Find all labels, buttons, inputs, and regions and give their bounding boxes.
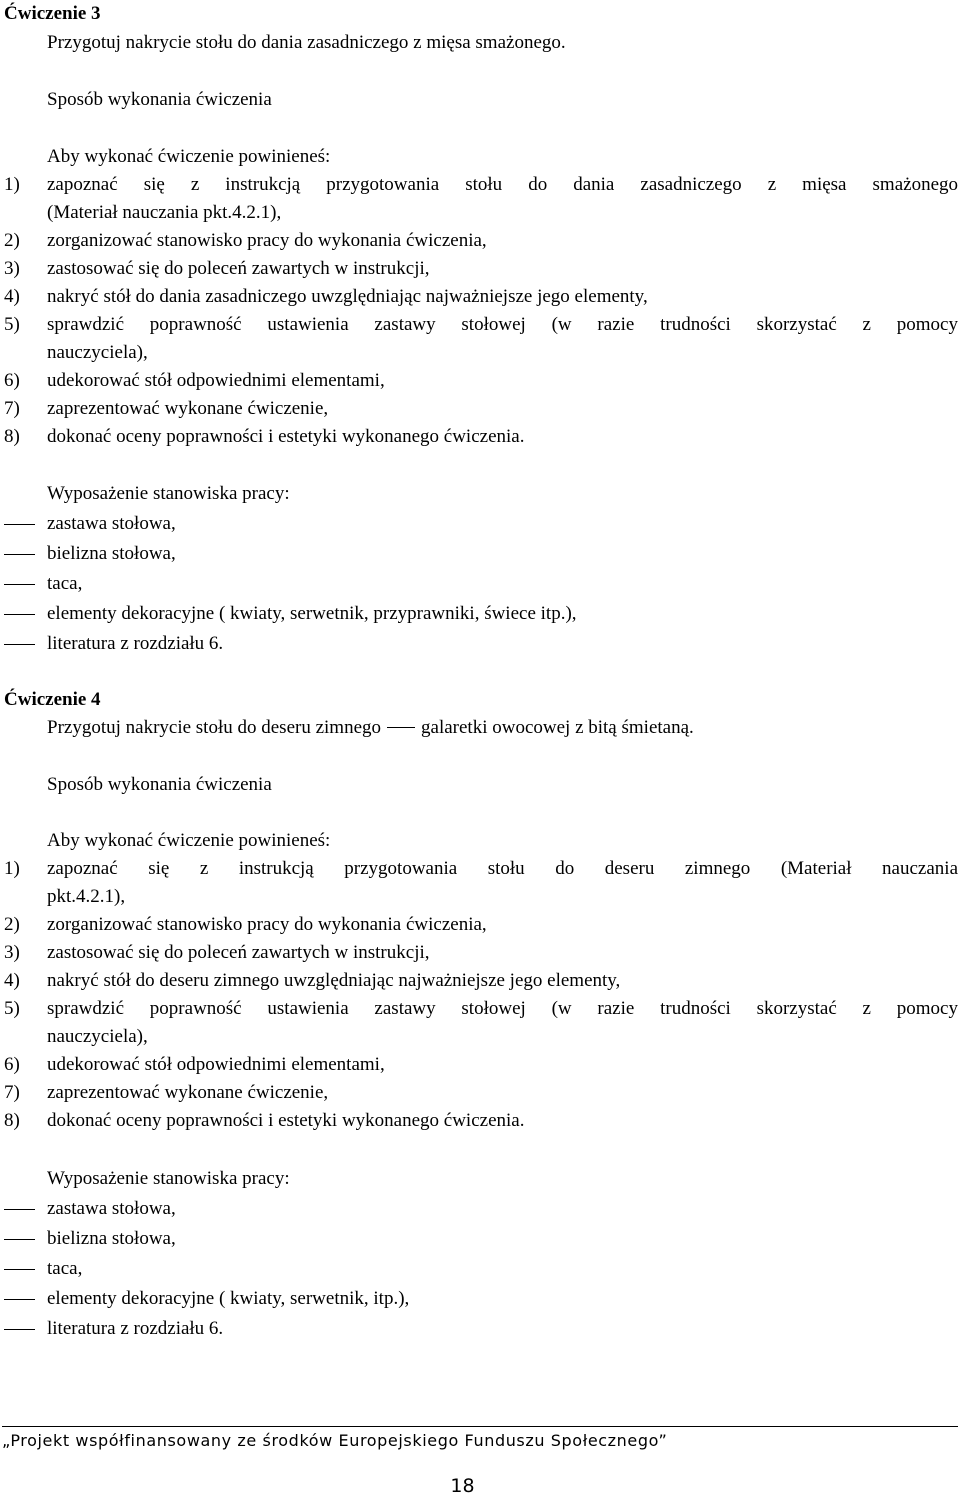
equipment-label: zastawa stołowa, (47, 1198, 176, 1219)
step-text-continuation: (Materiał nauczania pkt.4.2.1), (47, 202, 282, 223)
step-number: 1) (4, 174, 20, 195)
step-text: zastosować się do poleceń zawartych w instrukcji, (47, 258, 430, 279)
step-text-continuation: pkt.4.2.1), (47, 886, 126, 907)
step-number: 6) (4, 370, 20, 391)
dash-bullet (4, 614, 35, 615)
exercise-4-intro (47, 716, 960, 740)
exercise-4-should-intro: Aby wykonać ćwiczenie powinieneś: (47, 830, 331, 851)
step-text: nakryć stół do dania zasadniczego uwzględniając najważniejsze jego elementy, (47, 286, 648, 307)
step-text: sprawdzić poprawność ustawienia zastawy stołowej (w razie trudności skorzystać z pomocy (47, 998, 958, 1019)
dash-bullet (4, 1239, 35, 1240)
exercise-4-equipment-title: Wyposażenie stanowiska pracy: (47, 1168, 290, 1189)
step-number: 1) (4, 858, 20, 879)
step-number: 6) (4, 1054, 20, 1075)
dash-bullet (4, 554, 35, 555)
step-number: 3) (4, 258, 20, 279)
step-text: zorganizować stanowisko pracy do wykonania ćwiczenia, (47, 914, 487, 935)
dash-bullet (4, 524, 35, 525)
equipment-label: elementy dekoracyjne ( kwiaty, serwetnik, przyprawniki, świece itp.), (47, 603, 577, 624)
step-number: 4) (4, 970, 20, 991)
step-text: zaprezentować wykonane ćwiczenie, (47, 1082, 329, 1103)
exercise-4-method-title: Sposób wykonania ćwiczenia (47, 774, 272, 795)
step-text-continuation: nauczyciela), (47, 342, 148, 363)
step-text: dokonać oceny poprawności i estetyki wykonanego ćwiczenia. (47, 426, 525, 447)
exercise-4-intro-part-b: galaretki owocowej z bitą śmietaną. (421, 717, 694, 738)
step-text-continuation: nauczyciela), (47, 1026, 148, 1047)
dash-bullet (4, 1269, 35, 1270)
step-text: nakryć stół do deseru zimnego uwzględniając najważniejsze jego elementy, (47, 970, 621, 991)
step-text: zastosować się do poleceń zawartych w instrukcji, (47, 942, 430, 963)
inline-dash (387, 727, 415, 728)
equipment-label: zastawa stołowa, (47, 513, 176, 534)
step-number: 7) (4, 1082, 20, 1103)
step-number: 4) (4, 286, 20, 307)
equipment-label: bielizna stołowa, (47, 543, 176, 564)
dash-bullet (4, 1299, 35, 1300)
page-number: 18 (450, 1475, 475, 1497)
dash-bullet (4, 644, 35, 645)
footer-divider (2, 1426, 958, 1427)
exercise-3-equipment-title: Wyposażenie stanowiska pracy: (47, 483, 290, 504)
equipment-label: taca, (47, 1258, 83, 1279)
step-text: zapoznać się z instrukcją przygotowania stołu do deseru zimnego (Materiał nauczania (47, 858, 958, 879)
exercise-4-intro-part-a: Przygotuj nakrycie stołu do deseru zimnego (47, 717, 382, 738)
step-number: 5) (4, 998, 20, 1019)
footer-funding-note: „Projekt współfinansowany ze środków Europejskiego Funduszu Społecznego” (2, 1431, 668, 1450)
step-text: dokonać oceny poprawności i estetyki wykonanego ćwiczenia. (47, 1110, 525, 1131)
step-number: 7) (4, 398, 20, 419)
step-text: udekorować stół odpowiednimi elementami, (47, 370, 385, 391)
step-number: 8) (4, 1110, 20, 1131)
step-text: zapoznać się z instrukcją przygotowania stołu do dania zasadniczego z mięsa smażonego (47, 174, 958, 195)
step-text: zorganizować stanowisko pracy do wykonania ćwiczenia, (47, 230, 487, 251)
step-number: 3) (4, 942, 20, 963)
step-number: 2) (4, 914, 20, 935)
step-number: 8) (4, 426, 20, 447)
equipment-label: literatura z rozdziału 6. (47, 633, 224, 654)
step-text: udekorować stół odpowiednimi elementami, (47, 1054, 385, 1075)
exercise-3-intro: Przygotuj nakrycie stołu do dania zasadniczego z mięsa smażonego. (47, 32, 566, 53)
exercise-3-method-title: Sposób wykonania ćwiczenia (47, 89, 272, 110)
step-text: zaprezentować wykonane ćwiczenie, (47, 398, 329, 419)
dash-bullet (4, 584, 35, 585)
step-text: sprawdzić poprawność ustawienia zastawy stołowej (w razie trudności skorzystać z pomocy (47, 314, 958, 335)
equipment-label: literatura z rozdziału 6. (47, 1318, 224, 1339)
exercise-4-heading: Ćwiczenie 4 (4, 689, 101, 710)
exercise-3-should-intro: Aby wykonać ćwiczenie powinieneś: (47, 146, 331, 167)
equipment-label: elementy dekoracyjne ( kwiaty, serwetnik, itp.), (47, 1288, 410, 1309)
step-number: 2) (4, 230, 20, 251)
equipment-label: bielizna stołowa, (47, 1228, 176, 1249)
exercise-3-heading: Ćwiczenie 3 (4, 3, 101, 24)
step-number: 5) (4, 314, 20, 335)
dash-bullet (4, 1329, 35, 1330)
equipment-label: taca, (47, 573, 83, 594)
dash-bullet (4, 1209, 35, 1210)
